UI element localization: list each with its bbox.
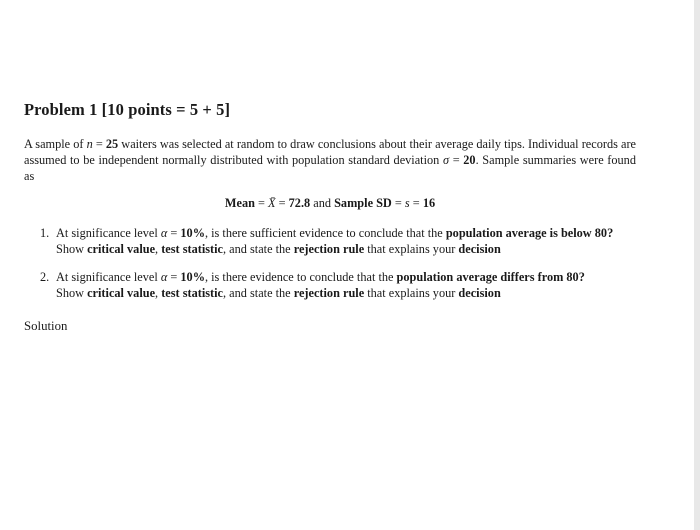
and-text: and <box>310 196 335 210</box>
instruction-text: , and state the <box>223 242 294 256</box>
test-statistic-term: test statistic <box>161 242 224 256</box>
task-text: At significance level <box>56 226 161 240</box>
sigma-value: 20 <box>463 153 476 167</box>
equals-sign: = <box>167 270 181 284</box>
problem-title: Problem 1 [10 points = 5 + 5] <box>24 100 231 119</box>
instruction-text: that explains your <box>364 286 459 300</box>
equals-sign: = <box>254 196 269 210</box>
instruction-text: , <box>155 242 162 256</box>
instruction-text: Show <box>56 242 88 256</box>
alpha-value: 10% <box>180 270 205 284</box>
alpha-value: 10% <box>180 226 205 240</box>
n-symbol: n <box>86 137 93 151</box>
task-text: At significance level <box>56 270 161 284</box>
instruction-text: , and state the <box>223 286 294 300</box>
decision-term: decision <box>458 242 501 256</box>
alpha-symbol: α <box>160 226 168 240</box>
task-question: population average differs from 80? <box>396 270 585 284</box>
equals-sign: = <box>167 226 181 240</box>
decision-term: decision <box>458 286 501 300</box>
mean-value: 72.8 <box>288 196 311 210</box>
equals-sign: = <box>92 137 106 151</box>
solution-heading: Solution <box>24 319 68 333</box>
instruction-text: Show <box>56 286 88 300</box>
instruction-text: that explains your <box>364 242 459 256</box>
task-question: population average is below 80? <box>445 226 614 240</box>
equals-sign: = <box>409 196 423 210</box>
sd-label: Sample SD <box>334 196 392 210</box>
problem-intro <box>24 136 636 184</box>
task-number: 2. <box>40 270 50 284</box>
task-text: , is there sufficient evidence to conclude that the <box>204 226 446 240</box>
alpha-symbol: α <box>160 270 168 284</box>
task-item-1 <box>24 225 636 257</box>
instruction-text: , <box>155 286 162 300</box>
problem-document <box>24 100 636 334</box>
sigma-symbol: σ <box>442 153 450 167</box>
task-number: 1. <box>40 226 50 240</box>
task-list <box>24 225 636 301</box>
sd-value: 16 <box>422 196 436 210</box>
task-text: , is there evidence to conclude that the <box>204 270 397 284</box>
equals-sign: = <box>391 196 405 210</box>
xbar-symbol: X̄ <box>268 196 276 210</box>
sample-summary-line <box>24 196 636 211</box>
equals-sign: = <box>449 153 464 167</box>
intro-text: A sample of <box>24 137 87 151</box>
mean-label: Mean <box>224 196 255 210</box>
test-statistic-term: test statistic <box>161 286 224 300</box>
task-item-2 <box>24 269 636 301</box>
intro-text: . Sample summaries were found as <box>24 153 636 183</box>
s-symbol: s <box>404 196 410 210</box>
critical-value-term: critical value <box>87 242 156 256</box>
rejection-rule-term: rejection rule <box>293 286 365 300</box>
critical-value-term: critical value <box>87 286 156 300</box>
rejection-rule-term: rejection rule <box>293 242 365 256</box>
intro-text: waiters was selected at random to draw conclusions about their average daily tips. Individual records are assumed to be independent normally distributed with population standard deviation <box>24 137 636 167</box>
sample-size-value: 25 <box>105 137 119 151</box>
equals-sign: = <box>275 196 289 210</box>
